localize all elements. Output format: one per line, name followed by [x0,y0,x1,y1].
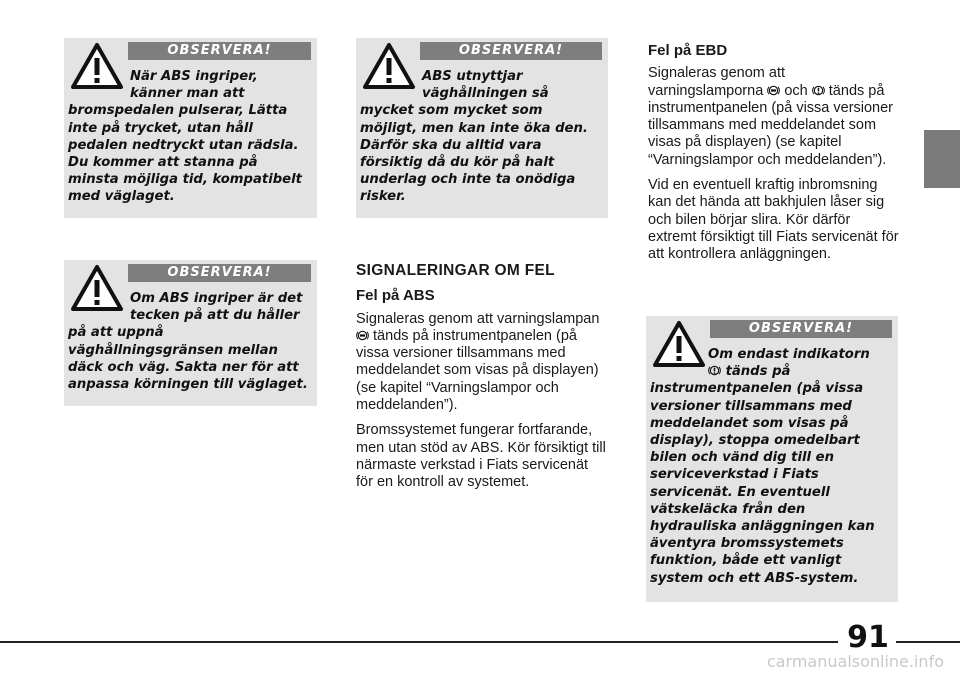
observera-label: OBSERVERA! [420,42,602,60]
footer-rule-left [0,641,838,643]
warning-triangle-icon [652,320,706,368]
middle-column [356,262,608,500]
warning-box-abs-limit [64,260,317,406]
subheading-abs-fault: Fel på ABS [356,287,435,305]
brake-lamp-icon [812,84,825,97]
section-heading: SIGNALERINGAR OM FEL [356,262,555,279]
abs-lamp-icon [767,84,780,97]
observera-label: OBSERVERA! [128,42,311,60]
paragraph: Vid en eventuell kraftig inbromsning kan det hända att bakhjulen låser sig och bilen börjar slira. Kör därför extremt försiktigt till Fiats servicenät för att kontrollera anläggningen. [648,177,899,263]
warning-box-brake-indicator [646,316,898,602]
subheading-ebd-fault: Fel på EBD [648,42,728,59]
warning-box-abs-pedal [64,38,317,218]
chapter-tab [924,130,960,188]
abs-lamp-icon [356,329,369,342]
watermark: carmanualsonline.info [766,652,944,671]
warning-box-abs-grip [356,38,608,218]
warning-triangle-icon [70,264,124,312]
page-number: 91 [847,620,889,655]
paragraph: Signaleras genom att varningslampan tänds på instrumentpanelen (på vissa versioner tillsammans med meddelandet som visas på displayen) (se kapitel “Varningslampor och meddelanden”). [356,310,600,414]
warning-text: Om endast indikatorn tänds på instrumentpanelen (på vissa versioner tillsammans med meddelandet som visas på display), stoppa omedelbart bilen och vänd dig till en serviceverkstad i Fiats servicenät. En eventuell vätskeläcka från den hydrauliska anläggningen kan äventyra bromssystemets funktion, både ett vanligt system och ett ABS-system. [650,347,875,586]
paragraph: Bromssystemet fungerar fortfarande, men utan stöd av ABS. Kör försiktigt till närmaste verkstad i Fiats servicenät för en kontroll av systemet. [356,422,606,491]
brake-lamp-icon [708,364,721,377]
warning-text: När ABS ingriper, känner man att bromspedalen pulserar, Lätta inte på trycket, utan håll pedalen nedtryckt utan rädsla. Du kommer att stanna på minsta möjliga tid, kompatibelt med väglaget. [68,69,302,205]
observera-label: OBSERVERA! [128,264,311,282]
warning-triangle-icon [70,42,124,90]
paragraph: Signaleras genom att varningslamporna och tänds på instrumentpanelen (på vissa versioner tillsammans med meddelandet som visas på displayen) (se kapitel “Varningslampor och meddelanden”). [648,65,894,168]
right-column [648,42,900,272]
warning-text: Om ABS ingriper är det tecken på att du håller på att uppnå väghållningsgränsen mellan däck och väg. Sakta ner för att anpassa körningen till väglaget. [68,291,308,393]
footer-rule-right [896,641,960,643]
warning-text: ABS utnyttjar väghållningen så mycket som mycket som möjligt, men kan inte öka den. Därför ska du alltid vara försiktig då du kör på halt underlag och inte ta onödiga risker. [360,69,588,205]
observera-label: OBSERVERA! [710,320,892,338]
warning-triangle-icon [362,42,416,90]
